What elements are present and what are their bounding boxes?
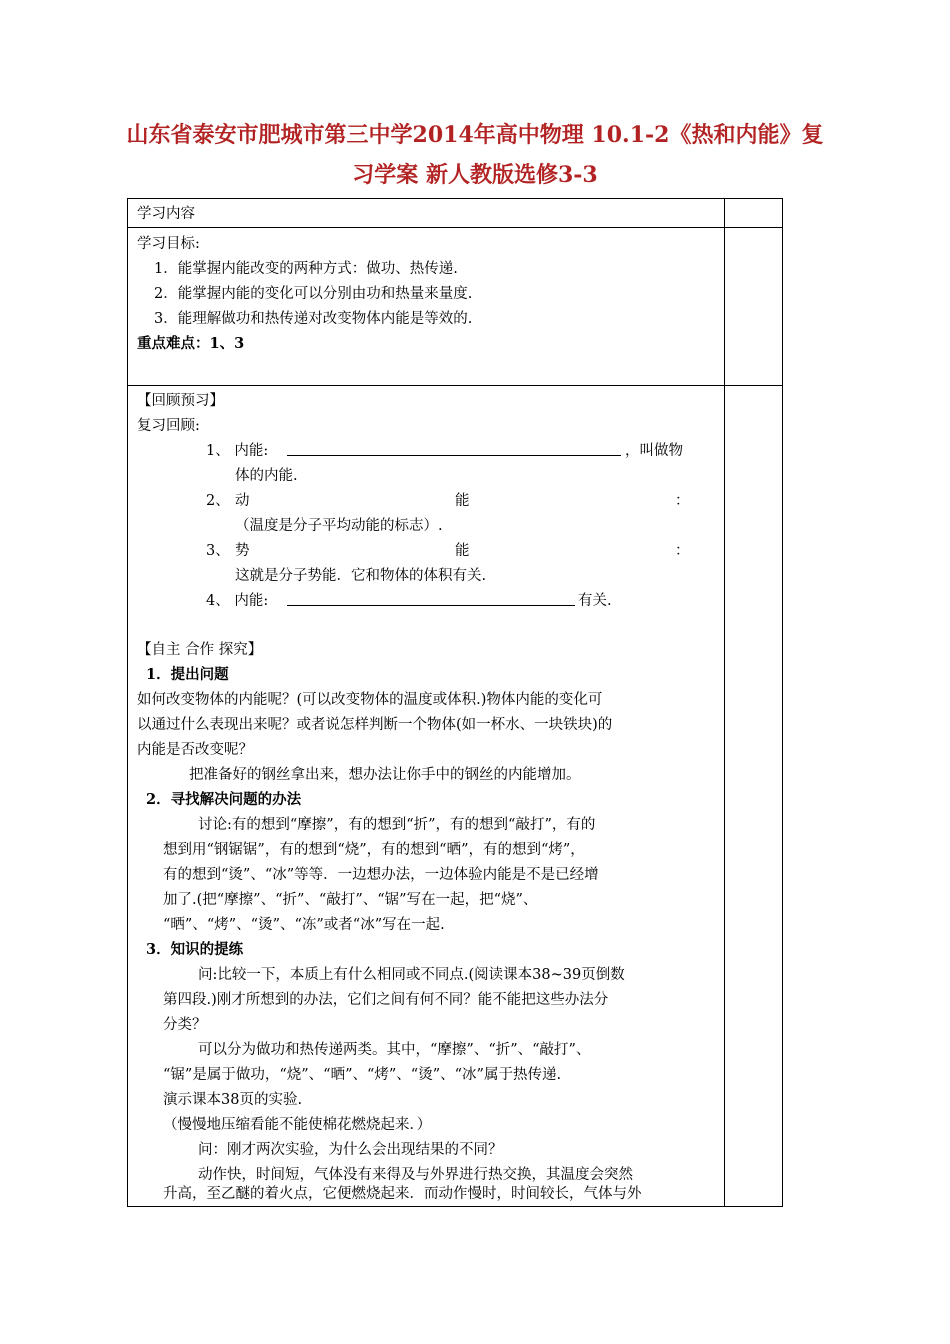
objective-item: 3．能理解做功和热传递对改变物体内能是等效的. — [154, 311, 473, 327]
explore-paragraph-line: 演示课本38页的实验. — [163, 1092, 303, 1108]
explore-paragraph-line: 把准备好的钢丝拿出来，想办法让你手中的钢丝的内能增加。 — [189, 767, 581, 783]
explore-paragraph-line: 有的想到“烫”、“冰”等等．一边想办法，一边体验内能是不是已经增 — [163, 867, 599, 883]
study-table — [127, 198, 783, 1207]
review-q2-number: 2、 — [206, 493, 230, 509]
review-section-title: 【回顾预习】 — [137, 393, 224, 409]
key-points: 重点难点：1、3 — [137, 335, 245, 352]
side-cell — [725, 386, 783, 1207]
objectives-heading: 学习目标: — [137, 236, 200, 252]
explore-paragraph-line: 可以分为做功和热传递两类。其中，“摩擦”、“折”、“敲打”、 — [198, 1042, 591, 1058]
review-heading: 复习回顾: — [137, 418, 200, 434]
review-q4-prefix: 4、 内能: — [206, 593, 269, 609]
explore-heading-1: 1．提出问题 — [146, 666, 229, 683]
review-q3-colon: ： — [675, 543, 690, 559]
review-q1-continuation: 体的内能. — [235, 468, 298, 484]
review-q4-blank — [287, 591, 575, 612]
review-q3-continuation: 这就是分子势能．它和物体的体积有关. — [235, 568, 487, 584]
explore-paragraph-line: 讨论:有的想到“摩擦”，有的想到“折”，有的想到“敲打”，有的 — [198, 817, 596, 833]
explore-paragraph-line: “锯”是属于做功，“烧”、“晒”、“烤”、“烫”、“冰”属于热传递. — [163, 1067, 562, 1083]
review-q1-prefix: 1、 内能: — [206, 443, 269, 459]
review-q4-suffix: 有关. — [578, 593, 612, 609]
explore-heading-2: 2．寻找解决问题的办法 — [146, 791, 302, 808]
explore-paragraph-line: 升高，至乙醚的着火点，它便燃烧起来．而动作慢时，时间较长，气体与外 — [163, 1186, 642, 1202]
objectives-cell — [128, 228, 725, 386]
explore-paragraph-line: 想到用“钢锯锯”，有的想到“烧”，有的想到“晒”，有的想到“烤”， — [163, 842, 585, 858]
content-cell — [128, 386, 725, 1207]
explore-paragraph-line: 第四段.)刚才所想到的办法，它们之间有何不同？能不能把这些办法分 — [163, 992, 609, 1008]
review-q3-word-a: 势 — [235, 543, 250, 559]
document-title-line-2: 习学案 新人教版选修3-3 — [352, 162, 598, 188]
explore-paragraph-line: 加了.(把“摩擦”、“折”、“敲打”、“锯”写在一起，把“烧”、 — [163, 892, 538, 908]
header-cell — [128, 199, 725, 228]
explore-paragraph-line: 以通过什么表现出来呢？或者说怎样判断一个物体(如一杯水、一块铁块)的 — [137, 717, 613, 733]
explore-paragraph-line: （慢慢地压缩看能不能使棉花燃烧起来．） — [163, 1117, 432, 1133]
objective-item: 2．能掌握内能的变化可以分别由功和热量来量度. — [154, 286, 473, 302]
review-q1-suffix: ，叫做物 — [625, 443, 683, 459]
objective-item: 1．能掌握内能改变的两种方式：做功、热传递. — [154, 261, 458, 277]
explore-paragraph-line: 问：刚才两次实验，为什么会出现结果的不同？ — [198, 1142, 503, 1158]
side-cell — [725, 228, 783, 386]
review-q2-colon: ： — [675, 493, 690, 509]
explore-paragraph-line: 分类？ — [163, 1017, 207, 1033]
review-q3-number: 3、 — [206, 543, 230, 559]
review-q2-word-b: 能 — [455, 493, 470, 509]
explore-paragraph-line: 如何改变物体的内能呢？(可以改变物体的温度或体积.)物体内能的变化可 — [137, 692, 603, 708]
review-q3-word-b: 能 — [455, 543, 470, 559]
document-title-line-1: 山东省泰安市肥城市第三中学2014年高中物理 10.1-2《热和内能》复 — [126, 122, 824, 148]
explore-paragraph-line: 问:比较一下，本质上有什么相同或不同点.(阅读课本38~39页倒数 — [198, 967, 625, 983]
header-label: 学习内容 — [137, 206, 195, 222]
review-q2-word-a: 动 — [235, 493, 250, 509]
explore-section-title: 【自主 合作 探究】 — [137, 642, 263, 658]
explore-paragraph-line: 内能是否改变呢？ — [137, 742, 253, 758]
side-cell — [725, 199, 783, 228]
review-q1-blank — [287, 441, 621, 462]
explore-heading-3: 3．知识的提练 — [146, 941, 244, 958]
explore-paragraph-line: “晒”、“烤”、“烫”、“冻”或者“冰”写在一起. — [163, 917, 445, 933]
review-q2-continuation: （温度是分子平均动能的标志）. — [235, 518, 443, 534]
explore-paragraph-line: 动作快，时间短，气体没有来得及与外界进行热交换，其温度会突然 — [198, 1167, 633, 1183]
